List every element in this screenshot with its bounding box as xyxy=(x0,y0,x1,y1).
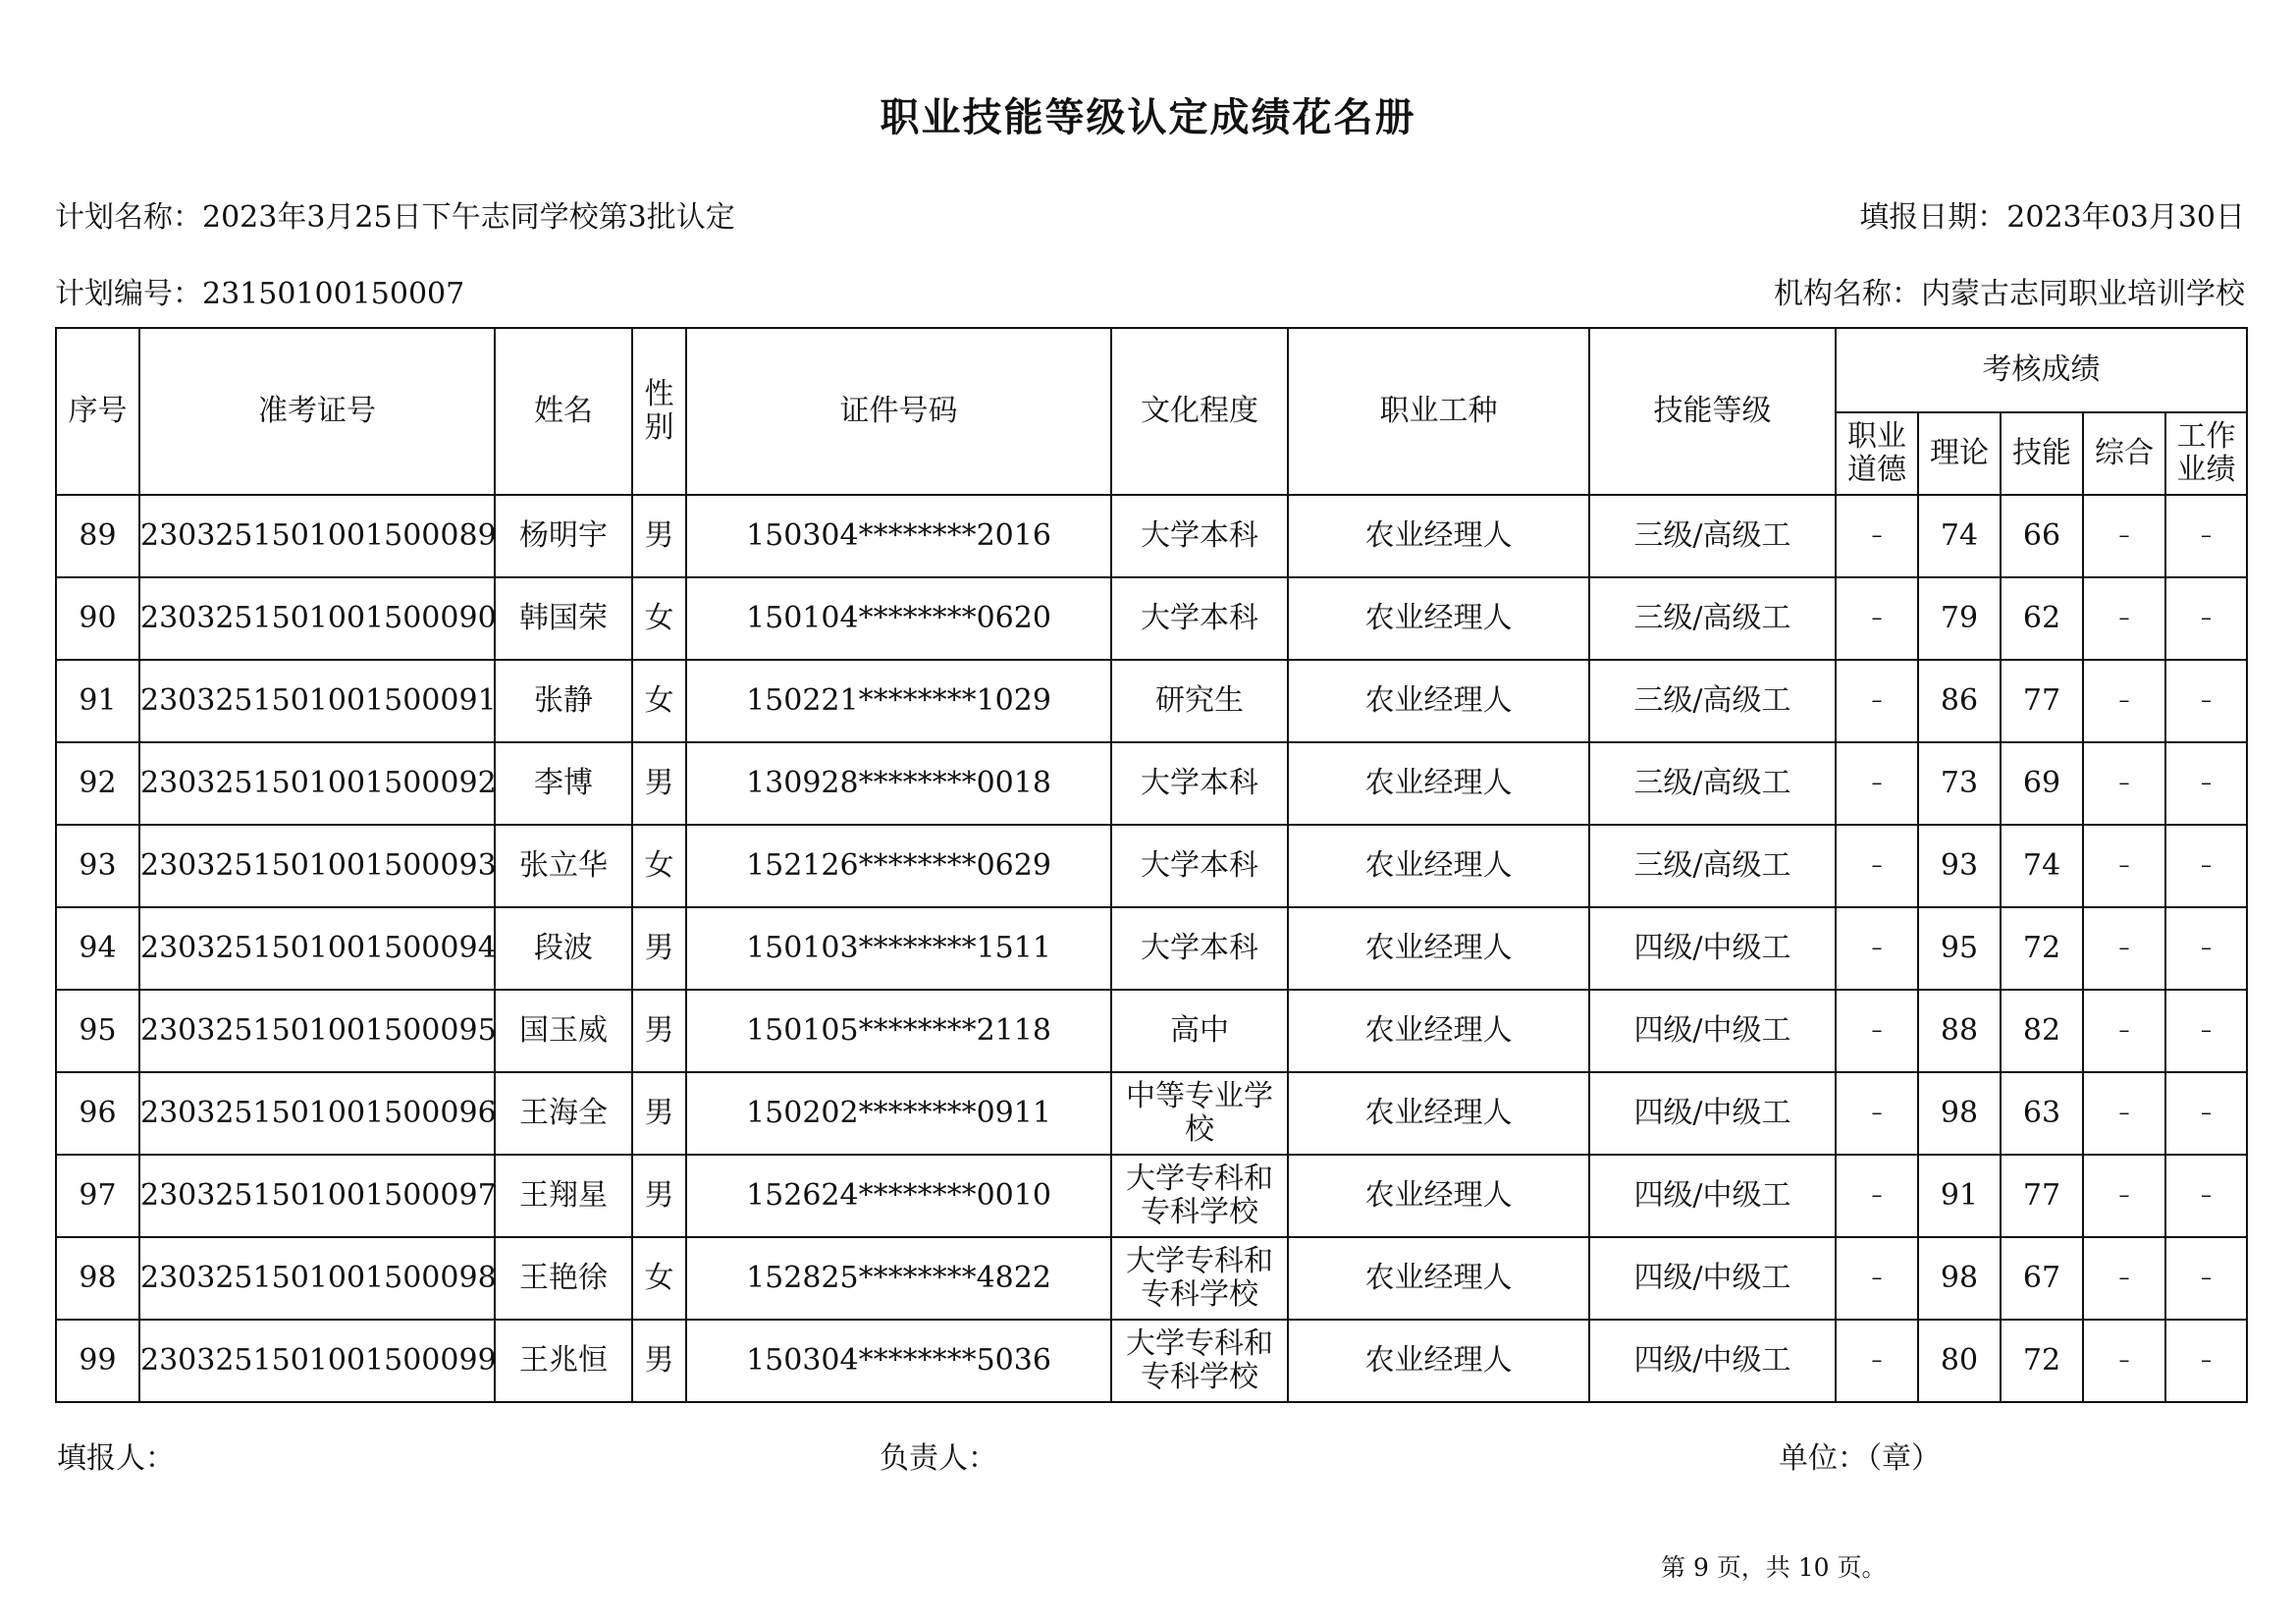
cell-name: 杨明宇 xyxy=(495,495,632,577)
cell-skill: 77 xyxy=(2001,660,2083,742)
cell-name: 王兆恒 xyxy=(495,1320,632,1402)
cell-seq: 89 xyxy=(56,495,139,577)
cell-theory: 74 xyxy=(1918,495,2001,577)
header-scores-group: 考核成绩 xyxy=(1836,328,2247,412)
header-theory: 理论 xyxy=(1918,412,2001,495)
cell-id-number: 150304********5036 xyxy=(686,1320,1111,1402)
cell-ethics: – xyxy=(1836,577,1918,660)
cell-ticket-number: 2303251501001500092 xyxy=(139,742,495,825)
cell-gender: 男 xyxy=(632,907,686,990)
cell-ethics: – xyxy=(1836,660,1918,742)
cell-id-number: 150103********1511 xyxy=(686,907,1111,990)
cell-ethics: – xyxy=(1836,990,1918,1072)
cell-skill-level: 四级/中级工 xyxy=(1589,990,1836,1072)
cell-ticket-number: 2303251501001500096 xyxy=(139,1072,495,1155)
organization-name: 机构名称：内蒙古志同职业培训学校 xyxy=(1774,277,2245,311)
cell-seq: 97 xyxy=(56,1155,139,1237)
cell-gender: 男 xyxy=(632,1155,686,1237)
cell-skill: 62 xyxy=(2001,577,2083,660)
cell-ethics: – xyxy=(1836,1155,1918,1237)
supervisor-label: 负责人： xyxy=(880,1441,997,1476)
table-row xyxy=(56,1237,2247,1320)
cell-id-number: 150202********0911 xyxy=(686,1072,1111,1155)
cell-id-number: 130928********0018 xyxy=(686,742,1111,825)
cell-id-number: 150221********1029 xyxy=(686,660,1111,742)
cell-name: 王海全 xyxy=(495,1072,632,1155)
cell-gender: 男 xyxy=(632,1072,686,1155)
cell-skill-level: 四级/中级工 xyxy=(1589,1155,1836,1237)
cell-skill-level: 三级/高级工 xyxy=(1589,577,1836,660)
cell-occupation: 农业经理人 xyxy=(1288,742,1589,825)
cell-skill-level: 三级/高级工 xyxy=(1589,825,1836,907)
cell-name: 段波 xyxy=(495,907,632,990)
page-number: 第 9 页，共 10 页。 xyxy=(1661,1553,1887,1582)
header-gender: 性别 xyxy=(632,328,686,495)
cell-ethics: – xyxy=(1836,907,1918,990)
cell-work-performance: – xyxy=(2165,1320,2247,1402)
cell-id-number: 150104********0620 xyxy=(686,577,1111,660)
cell-occupation: 农业经理人 xyxy=(1288,495,1589,577)
cell-gender: 女 xyxy=(632,660,686,742)
cell-education: 大学专科和专科学校 xyxy=(1111,1320,1288,1402)
cell-education: 大学本科 xyxy=(1111,577,1288,660)
cell-seq: 99 xyxy=(56,1320,139,1402)
cell-theory: 86 xyxy=(1918,660,2001,742)
cell-education: 大学本科 xyxy=(1111,742,1288,825)
cell-id-number: 150304********2016 xyxy=(686,495,1111,577)
cell-skill: 74 xyxy=(2001,825,2083,907)
cell-ticket-number: 2303251501001500089 xyxy=(139,495,495,577)
cell-seq: 95 xyxy=(56,990,139,1072)
cell-id-number: 152825********4822 xyxy=(686,1237,1111,1320)
cell-occupation: 农业经理人 xyxy=(1288,660,1589,742)
cell-ethics: – xyxy=(1836,495,1918,577)
cell-theory: 79 xyxy=(1918,577,2001,660)
header-skill: 技能 xyxy=(2001,412,2083,495)
cell-skill: 63 xyxy=(2001,1072,2083,1155)
cell-seq: 96 xyxy=(56,1072,139,1155)
cell-overall: – xyxy=(2083,577,2165,660)
cell-overall: – xyxy=(2083,1320,2165,1402)
header-overall: 综合 xyxy=(2083,412,2165,495)
cell-skill: 67 xyxy=(2001,1237,2083,1320)
cell-ethics: – xyxy=(1836,825,1918,907)
cell-seq: 91 xyxy=(56,660,139,742)
cell-theory: 80 xyxy=(1918,1320,2001,1402)
cell-ticket-number: 2303251501001500095 xyxy=(139,990,495,1072)
cell-name: 国玉威 xyxy=(495,990,632,1072)
table-row xyxy=(56,907,2247,990)
header-ethics: 职业道德 xyxy=(1836,412,1918,495)
header-occupation: 职业工种 xyxy=(1288,328,1589,495)
table-row xyxy=(56,577,2247,660)
header-name: 姓名 xyxy=(495,328,632,495)
cell-overall: – xyxy=(2083,660,2165,742)
cell-ethics: – xyxy=(1836,742,1918,825)
cell-overall: – xyxy=(2083,1072,2165,1155)
cell-overall: – xyxy=(2083,1155,2165,1237)
cell-work-performance: – xyxy=(2165,1072,2247,1155)
cell-id-number: 152624********0010 xyxy=(686,1155,1111,1237)
cell-overall: – xyxy=(2083,990,2165,1072)
cell-occupation: 农业经理人 xyxy=(1288,577,1589,660)
table-row xyxy=(56,1072,2247,1155)
cell-occupation: 农业经理人 xyxy=(1288,990,1589,1072)
filler-label: 填报人： xyxy=(57,1441,175,1476)
header-id-number: 证件号码 xyxy=(686,328,1111,495)
cell-gender: 男 xyxy=(632,990,686,1072)
cell-education: 大学专科和专科学校 xyxy=(1111,1237,1288,1320)
header-ticket-number: 准考证号 xyxy=(139,328,495,495)
cell-ethics: – xyxy=(1836,1320,1918,1402)
cell-ticket-number: 2303251501001500091 xyxy=(139,660,495,742)
cell-overall: – xyxy=(2083,825,2165,907)
cell-skill: 72 xyxy=(2001,1320,2083,1402)
cell-seq: 90 xyxy=(56,577,139,660)
cell-education: 大学本科 xyxy=(1111,907,1288,990)
cell-ethics: – xyxy=(1836,1072,1918,1155)
cell-overall: – xyxy=(2083,495,2165,577)
cell-education: 高中 xyxy=(1111,990,1288,1072)
cell-seq: 92 xyxy=(56,742,139,825)
cell-education: 中等专业学校 xyxy=(1111,1072,1288,1155)
cell-theory: 88 xyxy=(1918,990,2001,1072)
table-row xyxy=(56,1320,2247,1402)
report-date: 填报日期：2023年03月30日 xyxy=(1859,200,2245,235)
cell-skill-level: 三级/高级工 xyxy=(1589,495,1836,577)
cell-id-number: 152126********0629 xyxy=(686,825,1111,907)
cell-skill: 69 xyxy=(2001,742,2083,825)
cell-name: 张静 xyxy=(495,660,632,742)
cell-name: 李博 xyxy=(495,742,632,825)
cell-skill-level: 四级/中级工 xyxy=(1589,1072,1836,1155)
cell-work-performance: – xyxy=(2165,990,2247,1072)
cell-work-performance: – xyxy=(2165,907,2247,990)
cell-gender: 女 xyxy=(632,825,686,907)
cell-overall: – xyxy=(2083,907,2165,990)
cell-occupation: 农业经理人 xyxy=(1288,1320,1589,1402)
table-row xyxy=(56,495,2247,577)
cell-education: 大学专科和专科学校 xyxy=(1111,1155,1288,1237)
cell-occupation: 农业经理人 xyxy=(1288,907,1589,990)
cell-ticket-number: 2303251501001500099 xyxy=(139,1320,495,1402)
header-skill-level: 技能等级 xyxy=(1589,328,1836,495)
cell-ticket-number: 2303251501001500094 xyxy=(139,907,495,990)
plan-number: 计划编号：23150100150007 xyxy=(55,277,465,311)
cell-theory: 95 xyxy=(1918,907,2001,990)
cell-work-performance: – xyxy=(2165,660,2247,742)
cell-education: 大学本科 xyxy=(1111,495,1288,577)
cell-gender: 男 xyxy=(632,495,686,577)
cell-work-performance: – xyxy=(2165,577,2247,660)
cell-ethics: – xyxy=(1836,1237,1918,1320)
cell-overall: – xyxy=(2083,1237,2165,1320)
cell-work-performance: – xyxy=(2165,495,2247,577)
cell-skill-level: 四级/中级工 xyxy=(1589,1320,1836,1402)
cell-work-performance: – xyxy=(2165,1155,2247,1237)
cell-occupation: 农业经理人 xyxy=(1288,825,1589,907)
cell-skill-level: 四级/中级工 xyxy=(1589,907,1836,990)
header-work-performance: 工作业绩 xyxy=(2165,412,2247,495)
cell-theory: 98 xyxy=(1918,1237,2001,1320)
cell-seq: 94 xyxy=(56,907,139,990)
header-education: 文化程度 xyxy=(1111,328,1288,495)
cell-skill-level: 三级/高级工 xyxy=(1589,742,1836,825)
cell-skill: 77 xyxy=(2001,1155,2083,1237)
cell-ticket-number: 2303251501001500090 xyxy=(139,577,495,660)
cell-name: 王艳徐 xyxy=(495,1237,632,1320)
cell-gender: 女 xyxy=(632,1237,686,1320)
score-roster-table xyxy=(55,327,2248,1403)
cell-name: 张立华 xyxy=(495,825,632,907)
header-seq: 序号 xyxy=(56,328,139,495)
cell-ticket-number: 2303251501001500097 xyxy=(139,1155,495,1237)
plan-name: 计划名称：2023年3月25日下午志同学校第3批认定 xyxy=(55,200,735,235)
cell-theory: 73 xyxy=(1918,742,2001,825)
table-row xyxy=(56,1155,2247,1237)
cell-work-performance: – xyxy=(2165,742,2247,825)
roster-body xyxy=(56,495,2247,1402)
cell-theory: 98 xyxy=(1918,1072,2001,1155)
cell-skill-level: 四级/中级工 xyxy=(1589,1237,1836,1320)
cell-skill: 72 xyxy=(2001,907,2083,990)
cell-overall: – xyxy=(2083,742,2165,825)
cell-occupation: 农业经理人 xyxy=(1288,1072,1589,1155)
cell-seq: 98 xyxy=(56,1237,139,1320)
cell-gender: 男 xyxy=(632,742,686,825)
cell-name: 王翔星 xyxy=(495,1155,632,1237)
cell-theory: 93 xyxy=(1918,825,2001,907)
cell-skill: 66 xyxy=(2001,495,2083,577)
cell-work-performance: – xyxy=(2165,1237,2247,1320)
table-row xyxy=(56,990,2247,1072)
cell-skill: 82 xyxy=(2001,990,2083,1072)
cell-education: 研究生 xyxy=(1111,660,1288,742)
cell-seq: 93 xyxy=(56,825,139,907)
cell-name: 韩国荣 xyxy=(495,577,632,660)
cell-occupation: 农业经理人 xyxy=(1288,1237,1589,1320)
cell-occupation: 农业经理人 xyxy=(1288,1155,1589,1237)
cell-ticket-number: 2303251501001500098 xyxy=(139,1237,495,1320)
cell-work-performance: – xyxy=(2165,825,2247,907)
table-row xyxy=(56,660,2247,742)
unit-seal-label: 单位：（章） xyxy=(1779,1441,1941,1476)
cell-id-number: 150105********2118 xyxy=(686,990,1111,1072)
table-row xyxy=(56,825,2247,907)
page-title: 职业技能等级认定成绩花名册 xyxy=(880,95,1416,140)
cell-theory: 91 xyxy=(1918,1155,2001,1237)
table-row xyxy=(56,742,2247,825)
cell-skill-level: 三级/高级工 xyxy=(1589,660,1836,742)
cell-gender: 女 xyxy=(632,577,686,660)
cell-education: 大学本科 xyxy=(1111,825,1288,907)
cell-ticket-number: 2303251501001500093 xyxy=(139,825,495,907)
cell-gender: 男 xyxy=(632,1320,686,1402)
